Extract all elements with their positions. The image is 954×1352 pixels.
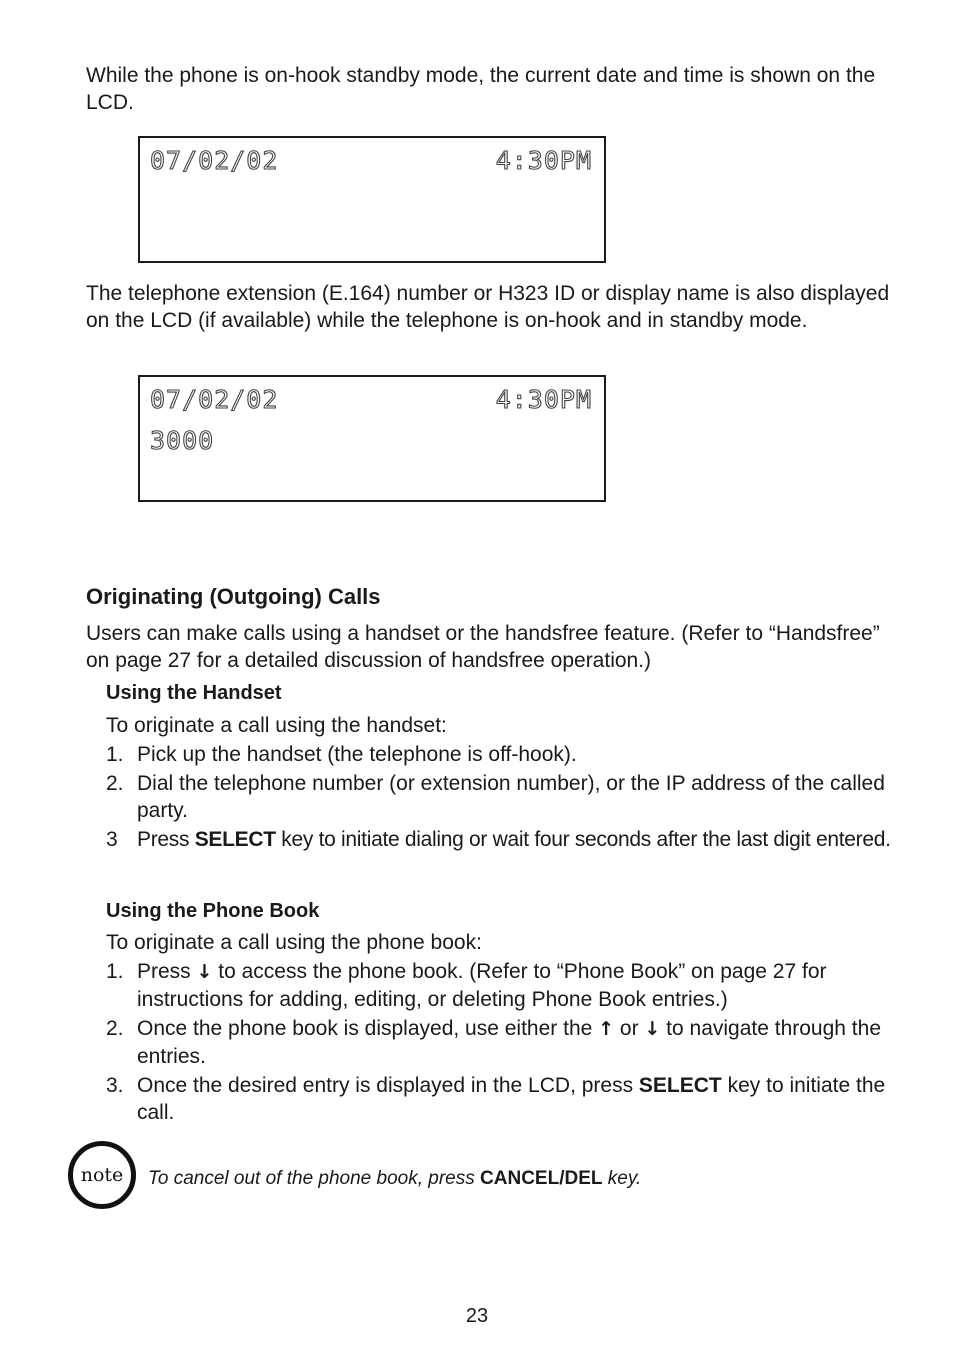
step-text: Press [137,960,197,983]
step-number: 2. [106,1017,124,1040]
arrow-up-icon: ↑ [598,1018,615,1040]
step-number: 1. [106,743,124,766]
note-icon [68,1141,136,1209]
handset-title: Using the Handset [106,682,282,704]
arrow-down-icon: ↓ [196,961,213,983]
lcd-date: 07/02/02 [150,146,279,175]
section-title: Originating (Outgoing) Calls [86,584,381,609]
lcd-display-extension [138,375,606,502]
section-body: Users can make calls using a handset or the handsfree feature. (Refer to “Handsfree” on page 27 for a detailed discussion of handsfree operation.) [86,622,880,672]
note-icon-label: note [80,1164,124,1186]
step-text: Once the desired entry is displayed in the LCD, press [137,1074,639,1097]
lcd-time: 4:30PM [495,385,592,414]
list-item [106,1015,896,1070]
step-number: 1. [106,960,124,983]
step-text: Press [137,828,195,851]
list-item [106,1072,896,1126]
key-name: CANCEL/DEL [480,1168,603,1189]
note-text [148,1168,641,1190]
step-text: Once the phone book is displayed, use either the [137,1017,599,1040]
list-item [106,826,896,853]
step-number: 2. [106,772,124,795]
lcd-extension-number: 3000 [150,426,215,455]
phonebook-intro: To originate a call using the phone book: [106,931,482,954]
step-text: key to initiate dialing or wait four seconds after the last digit entered. [275,828,891,851]
note-text-pre: To cancel out of the phone book, press [148,1168,481,1189]
arrow-down-icon: ↓ [644,1018,661,1040]
step-text: to access the phone book. (Refer to “Phone Book” on page 27 for instructions for adding, editing, or deleting Phone Book entries.) [137,960,827,1011]
step-text: Dial the telephone number (or extension number), or the IP address of the called party. [137,772,885,822]
step-text: Pick up the handset (the telephone is off-hook). [137,743,577,766]
key-name: SELECT [638,1074,722,1097]
list-item [106,770,896,824]
phonebook-steps [106,958,896,1128]
lcd-time: 4:30PM [495,146,592,175]
extension-paragraph: The telephone extension (E.164) number or H323 ID or display name is also displayed on the LCD (if available) while the telephone is on-hook and in standby mode. [86,282,890,332]
step-text: or [614,1017,645,1040]
handset-steps [106,741,896,855]
phonebook-title: Using the Phone Book [106,900,320,922]
handset-intro: To originate a call using the handset: [106,714,447,737]
list-item [106,958,896,1013]
step-number: 3. [106,1074,124,1097]
intro-paragraph: While the phone is on-hook standby mode, the current date and time is shown on the LCD. [86,64,876,114]
key-name: SELECT [194,828,276,851]
step-text: key to initiate the call. [137,1074,886,1124]
list-item [106,741,896,768]
lcd-date: 07/02/02 [150,385,279,414]
step-number: 3 [106,828,118,851]
note-text-post: key. [602,1168,642,1189]
lcd-display-standby [138,136,606,263]
page-number: 23 [465,1305,489,1327]
step-text: to navigate through the entries. [137,1017,881,1068]
